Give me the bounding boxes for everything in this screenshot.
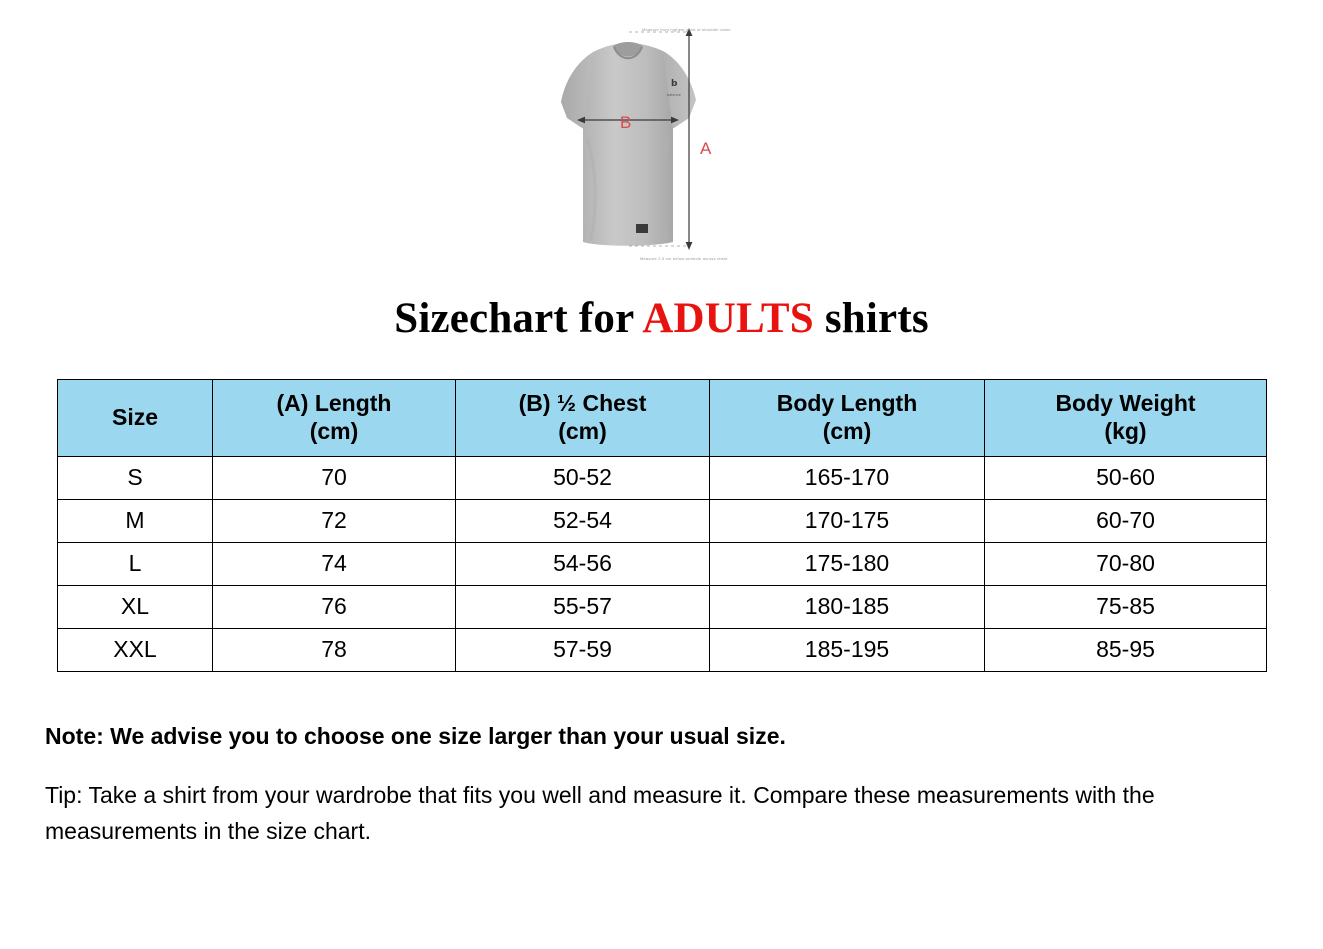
column-header-chest [456,380,710,457]
cell-length: 74 [213,543,456,586]
measurement-label-a: A [700,139,712,158]
shirt-diagram [0,0,1323,282]
table-header-row [58,380,1267,457]
cell-body-length: 165-170 [710,457,985,500]
column-header-size-line1: Size [111,404,159,431]
cell-chest: 54-56 [456,543,710,586]
cell-body-weight: 60-70 [985,500,1267,543]
column-header-size [58,380,213,457]
cell-size: XXL [58,629,213,672]
page-title-before: Sizechart for [394,295,643,342]
cell-length: 76 [213,586,456,629]
shirt-illustration [521,18,751,268]
table-row [58,629,1267,672]
cell-body-length: 185-195 [710,629,985,672]
page-title [0,294,1323,343]
column-header-length-line1: (A) Length [276,390,392,416]
column-header-body-length-line2: (cm) [822,418,872,445]
cell-body-length: 170-175 [710,500,985,543]
cell-size: M [58,500,213,543]
page-title-accent: ADULTS [642,295,814,342]
cell-length: 70 [213,457,456,500]
cell-body-weight: 50-60 [985,457,1267,500]
table-row [58,457,1267,500]
column-header-body-length-line1: Body Length [776,390,918,416]
diagram-micro-note-bottom: Measure 2,5 cm below armhole across chest [640,256,728,261]
cell-body-weight: 75-85 [985,586,1267,629]
cell-size: XL [58,586,213,629]
cell-chest: 50-52 [456,457,710,500]
column-header-length-line2: (cm) [309,418,359,445]
table-row [58,586,1267,629]
shirt-graphic [521,18,751,268]
column-header-length [213,380,456,457]
table-header [58,380,1267,457]
cell-size: L [58,543,213,586]
sizechart-table-wrapper [57,379,1266,672]
note-advice: Note: We advise you to choose one size larger than your usual size. [45,723,786,750]
svg-text:b: b [671,79,678,89]
cell-chest: 52-54 [456,500,710,543]
table-body [58,457,1267,672]
cell-size: S [58,457,213,500]
notes-section [45,722,1278,849]
cell-chest: 57-59 [456,629,710,672]
column-header-body-weight [985,380,1267,457]
column-header-body-weight-line2: (kg) [1104,418,1147,445]
column-header-body-length [710,380,985,457]
svg-text:balance: balance [667,93,681,97]
cell-length: 78 [213,629,456,672]
cell-body-length: 175-180 [710,543,985,586]
column-header-chest-line2: (cm) [558,418,607,445]
note-tip: Tip: Take a shirt from your wardrobe that fits you well and measure it. Compare these measurements with the measurements in the size chart. [45,781,1155,844]
table-row [58,543,1267,586]
cell-chest: 55-57 [456,586,710,629]
table-row [58,500,1267,543]
column-header-body-weight-line1: Body Weight [1055,390,1196,416]
cell-body-weight: 70-80 [985,543,1267,586]
diagram-micro-note-top: Measure from highest point of shoulder down [642,27,731,32]
cell-length: 72 [213,500,456,543]
column-header-chest-line1: (B) ½ Chest [518,390,647,416]
cell-body-length: 180-185 [710,586,985,629]
measurement-label-b: B [620,113,632,132]
page-title-after: shirts [813,295,929,342]
cell-body-weight: 85-95 [985,629,1267,672]
sizechart-table [57,379,1267,672]
